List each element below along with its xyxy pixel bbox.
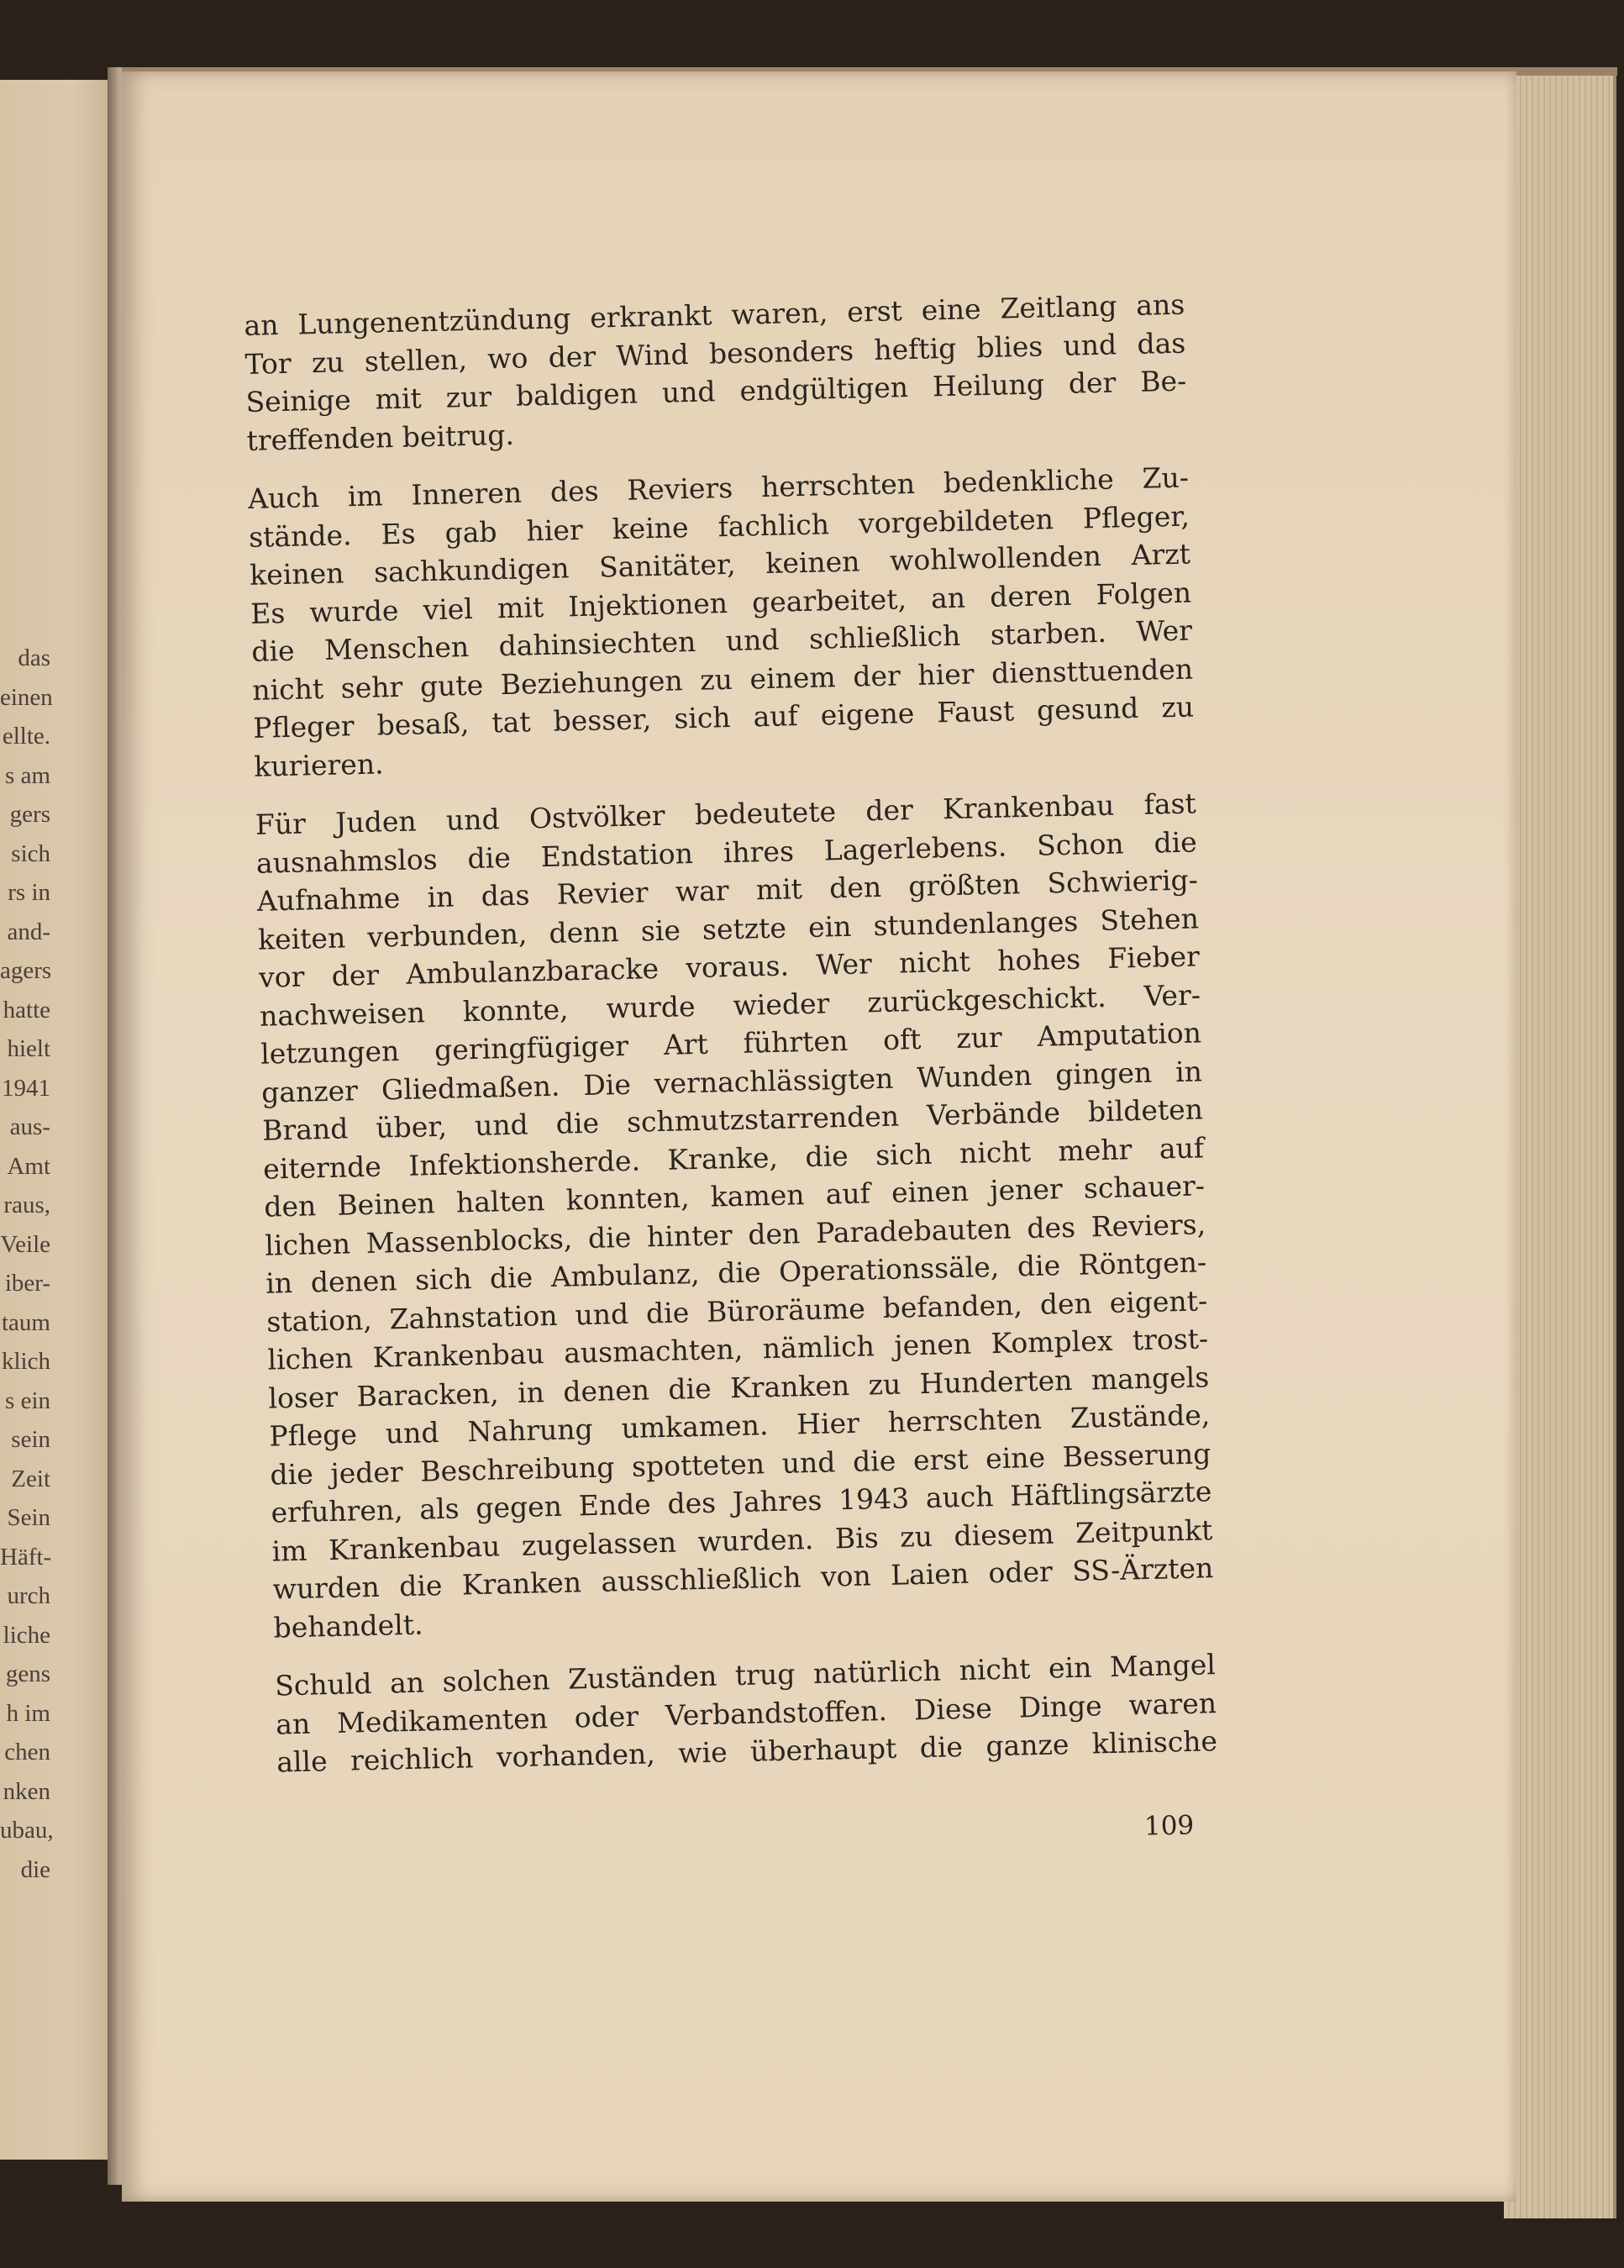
paragraph	[244, 286, 1188, 460]
text-line: die jeder Beschreibung spotteten und die erst eine Besserung	[270, 1436, 1211, 1492]
left-page-line: hatte	[3, 996, 50, 1023]
text-line: stände. Es gab hier keine fachlich vorgebildeten Pfleger,	[248, 499, 1190, 554]
left-page-line: Zeit	[11, 1465, 50, 1492]
paragraph	[255, 784, 1214, 1646]
text-line: die Menschen dahinsiechten und schließlich starben. Wer	[250, 613, 1193, 668]
text-line: an Medikamenten oder Verbandstoffen. Diese Dinge waren	[275, 1686, 1217, 1741]
text-line: nachweisen konnte, wurde wieder zurückgeschickt. Ver-	[259, 977, 1201, 1033]
left-page-line: h im	[6, 1699, 50, 1727]
left-page-line: ubau,	[0, 1817, 54, 1844]
left-page-text	[0, 639, 54, 1889]
left-page-line: chen	[4, 1739, 50, 1765]
paragraph	[248, 459, 1196, 786]
text-line: Auch im Inneren des Reviers herrschten bedenkliche Zu-	[247, 460, 1190, 515]
left-page-line: taum	[2, 1308, 50, 1336]
page-number: 109	[1143, 1810, 1195, 1842]
left-page-line: s am	[5, 761, 50, 789]
text-line: kurieren.	[253, 746, 384, 783]
text-line: keinen sachkundigen Sanitäter, keinen wohlwollenden Arzt	[249, 537, 1191, 592]
text-line: den Beinen halten konnten, kamen auf einen jener schauer-	[263, 1169, 1206, 1223]
text-line: in denen sich die Ambulanz, die Operationssäle, die Röntgen-	[265, 1245, 1207, 1300]
page-edges	[1504, 67, 1616, 2218]
text-line: Pflege und Nahrung umkamen. Hier herrschten Zustände,	[269, 1398, 1211, 1453]
left-page-line: raus,	[3, 1192, 50, 1218]
left-page-line: klich	[2, 1348, 50, 1375]
left-page-line: Veile	[0, 1230, 50, 1258]
text-line: behandelt.	[273, 1608, 423, 1644]
text-line: Für Juden und Ostvölker bedeutete der Krankenbau fast	[255, 787, 1197, 841]
left-page-line: ellte.	[2, 723, 50, 750]
text-line: Schuld an solchen Zuständen trug natürlich nicht ein Mangel	[274, 1648, 1217, 1702]
text-line: lichen Massenblocks, die hinter den Paradebauten des Reviers,	[264, 1207, 1206, 1262]
text-line: treffenden beitrug.	[246, 418, 515, 457]
left-page-line: gers	[9, 801, 50, 828]
left-page-line: einen	[0, 683, 53, 711]
left-page-line: hielt	[7, 1035, 50, 1062]
text-line: an Lungenentzündung erkrankt waren, erst eine Zeitlang ans	[244, 287, 1185, 342]
text-line: nicht sehr gute Beziehungen zu einem der hier diensttuenden	[251, 651, 1194, 707]
text-line: lichen Krankenbau ausmachten, nämlich jenen Komplex trost-	[266, 1322, 1209, 1376]
left-page	[0, 80, 118, 2160]
left-page-line: liche	[3, 1621, 50, 1649]
text-line: loser Baracken, in denen die Kranken zu Hunderten mangels	[268, 1360, 1210, 1415]
left-page-line: sein	[11, 1426, 50, 1453]
left-page-line: urch	[7, 1582, 50, 1609]
left-page-line: die	[20, 1855, 50, 1883]
text-line: Es wurde viel mit Injektionen gearbeitet, an deren Folgen	[250, 576, 1192, 630]
left-page-line: agers	[0, 957, 52, 984]
text-line: vor der Ambulanzbaracke voraus. Wer nicht hohes Fieber	[258, 939, 1201, 994]
text-line: keiten verbunden, denn sie setzte ein stundenlanges Stehen	[257, 901, 1200, 956]
left-page-line: nken	[3, 1777, 50, 1805]
left-page-line: iber-	[4, 1270, 50, 1297]
left-page-line: Sein	[7, 1504, 50, 1531]
left-page-line: sich	[11, 839, 50, 867]
text-line: ganzer Gliedmaßen. Die vernachlässigten Wunden gingen in	[260, 1054, 1203, 1109]
left-page-line: rs in	[8, 879, 50, 906]
text-line: alle reichlich vorhanden, wie überhaupt die ganze klinische	[276, 1724, 1218, 1779]
text-line: erfuhren, als gegen Ende des Jahres 1943 auch Häftlingsärzte	[271, 1475, 1212, 1529]
left-page-line: Amt	[7, 1152, 50, 1180]
left-page-line: and-	[7, 918, 50, 945]
text-line: Brand über, und die schmutzstarrenden Verbände bildeten	[261, 1092, 1204, 1147]
left-page-line: aus-	[9, 1113, 50, 1140]
body-text	[244, 286, 1218, 1802]
text-line: Pfleger besaß, tat besser, sich auf eigene Faust gesund zu	[252, 690, 1195, 745]
text-line: wurden die Kranken ausschließlich von Laien oder SS-Ärzten	[272, 1551, 1214, 1606]
left-page-line: gens	[5, 1660, 50, 1687]
text-line: letzungen geringfügiger Art führten oft zur Amputation	[260, 1016, 1202, 1071]
paragraph	[275, 1645, 1218, 1781]
text-line: im Krankenbau zugelassen wurden. Bis zu diesem Zeitpunkt	[271, 1513, 1213, 1568]
text-line: Tor zu stellen, wo der Wind besonders heftig blies und das	[244, 326, 1186, 381]
text-line: station, Zahnstation und die Büroräume befanden, den eigent-	[265, 1283, 1208, 1339]
left-page-line: 1941	[2, 1074, 50, 1102]
text-line: Seinige mit zur baldigen und endgültigen Heilung der Be-	[245, 364, 1187, 418]
text-line: Aufnahme in das Revier war mit den größten Schwierig-	[256, 863, 1199, 918]
text-line: ausnahmslos die Endstation ihres Lagerlebens. Schon die	[255, 824, 1198, 880]
text-line: eiternde Infektionsherde. Kranke, die sich nicht mehr auf	[262, 1130, 1205, 1186]
left-page-line: s ein	[5, 1387, 50, 1414]
left-page-line: das	[18, 645, 50, 671]
left-page-line: Häft-	[0, 1543, 52, 1571]
